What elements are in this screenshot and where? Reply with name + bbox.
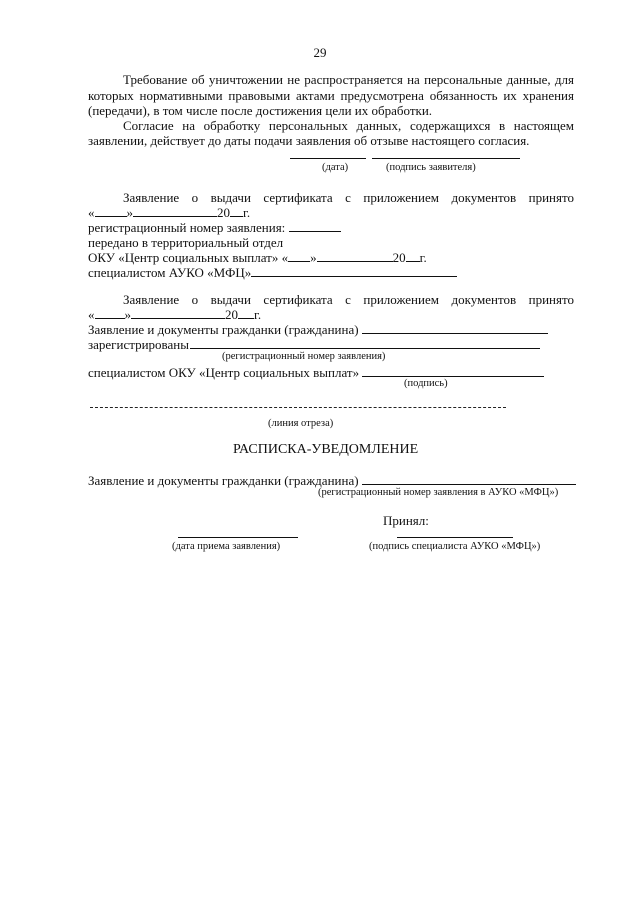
signature-caption: (подпись) (404, 378, 448, 389)
block1-specialist (88, 265, 457, 280)
consent-p1-line2: которых нормативными правовыми актами предусмотрена обязанность их хранения (88, 88, 574, 103)
block1-statement: Заявление о выдачи сертификата с приложением документов принято (123, 190, 574, 205)
consent-p1-line1: Требование об уничтожении не распространяется на персональные данные, для (123, 72, 574, 87)
registration-number-caption: (регистрационный номер заявления) (222, 351, 386, 362)
date-signature-line[interactable] (290, 158, 366, 159)
year-prefix: 20 (217, 205, 230, 220)
year-field[interactable] (230, 205, 243, 217)
applicant-signature-line[interactable] (372, 158, 520, 159)
oku-prefix: ОКУ «Центр социальных выплат» « (88, 250, 289, 265)
day-field[interactable] (95, 205, 127, 217)
block1-reg-number (88, 220, 341, 235)
receipt-date-caption: (дата приема заявления) (172, 541, 281, 552)
day-field[interactable] (95, 307, 125, 319)
reg-label: регистрационный номер заявления: (88, 220, 286, 235)
block1-date-line (88, 205, 250, 220)
oku-quote-close: » (310, 250, 317, 265)
year-suffix: г. (243, 205, 251, 220)
page-number: 29 (313, 45, 327, 60)
receipt-title: РАСПИСКА-УВЕДОМЛЕНИЕ (233, 442, 419, 457)
specialist-label: специалистом ОКУ «Центр социальных выплат» (88, 365, 360, 380)
quote-open: « (88, 307, 95, 322)
block1-oku-line (88, 250, 427, 265)
block2-specialist (88, 365, 544, 380)
date-caption: (дата) (322, 162, 349, 173)
cut-line (90, 407, 506, 408)
consent-p2-line1: Согласие на обработку персональных данных, содержащихся в настоящем (123, 118, 574, 133)
oku-day-field[interactable] (288, 250, 310, 262)
month-field[interactable] (131, 307, 225, 319)
year-suffix: г. (254, 307, 262, 322)
specialist-signature-field[interactable] (362, 365, 544, 377)
cut-line-caption: (линия отреза) (268, 418, 334, 429)
quote-close: » (124, 307, 131, 322)
receipt-reg-caption: (регистрационный номер заявления в АУКО «МФЦ») (318, 487, 559, 498)
oku-month-field[interactable] (317, 250, 393, 262)
registration-number-line[interactable] (190, 348, 540, 349)
receipt-docs-line (88, 473, 576, 488)
receipt-specialist-signature-line[interactable] (397, 537, 513, 538)
specialist-label: специалистом АУКО «МФЦ» (88, 265, 252, 280)
year-prefix: 20 (225, 307, 238, 322)
oku-year-suffix: г. (419, 250, 427, 265)
quote-open: « (88, 205, 95, 220)
month-field[interactable] (133, 205, 217, 217)
specialist-field[interactable] (251, 265, 457, 277)
oku-year-field[interactable] (406, 250, 420, 262)
receipt-signature-caption: (подпись специалиста АУКО «МФЦ») (369, 541, 541, 552)
block1-transfer: передано в территориальный отдел (88, 235, 284, 250)
receipt-date-line[interactable] (178, 537, 298, 538)
consent-p1-line3: (передачи), в том числе после достижения цели их обработки. (88, 103, 433, 118)
accepted-label: Принял: (383, 513, 429, 528)
docs-label: Заявление и документы гражданки (гражданина) (88, 322, 359, 337)
year-field[interactable] (238, 307, 254, 319)
block2-docs-line (88, 322, 548, 337)
receipt-citizen-field[interactable] (362, 473, 576, 485)
reg-number-field[interactable] (289, 220, 341, 232)
block2-statement: Заявление о выдачи сертификата с приложением документов принято (123, 292, 574, 307)
oku-year-prefix: 20 (392, 250, 406, 265)
receipt-docs-label: Заявление и документы гражданки (гражданина) (88, 473, 359, 488)
applicant-signature-caption: (подпись заявителя) (386, 162, 476, 173)
consent-p2-line2: заявлении, действует до даты подачи заявления об отзыве настоящего согласия. (88, 133, 530, 148)
quote-close: » (126, 205, 133, 220)
block2-registered: зарегистрированы (88, 337, 189, 352)
block2-date-line (88, 307, 261, 322)
citizen-field[interactable] (362, 322, 548, 334)
